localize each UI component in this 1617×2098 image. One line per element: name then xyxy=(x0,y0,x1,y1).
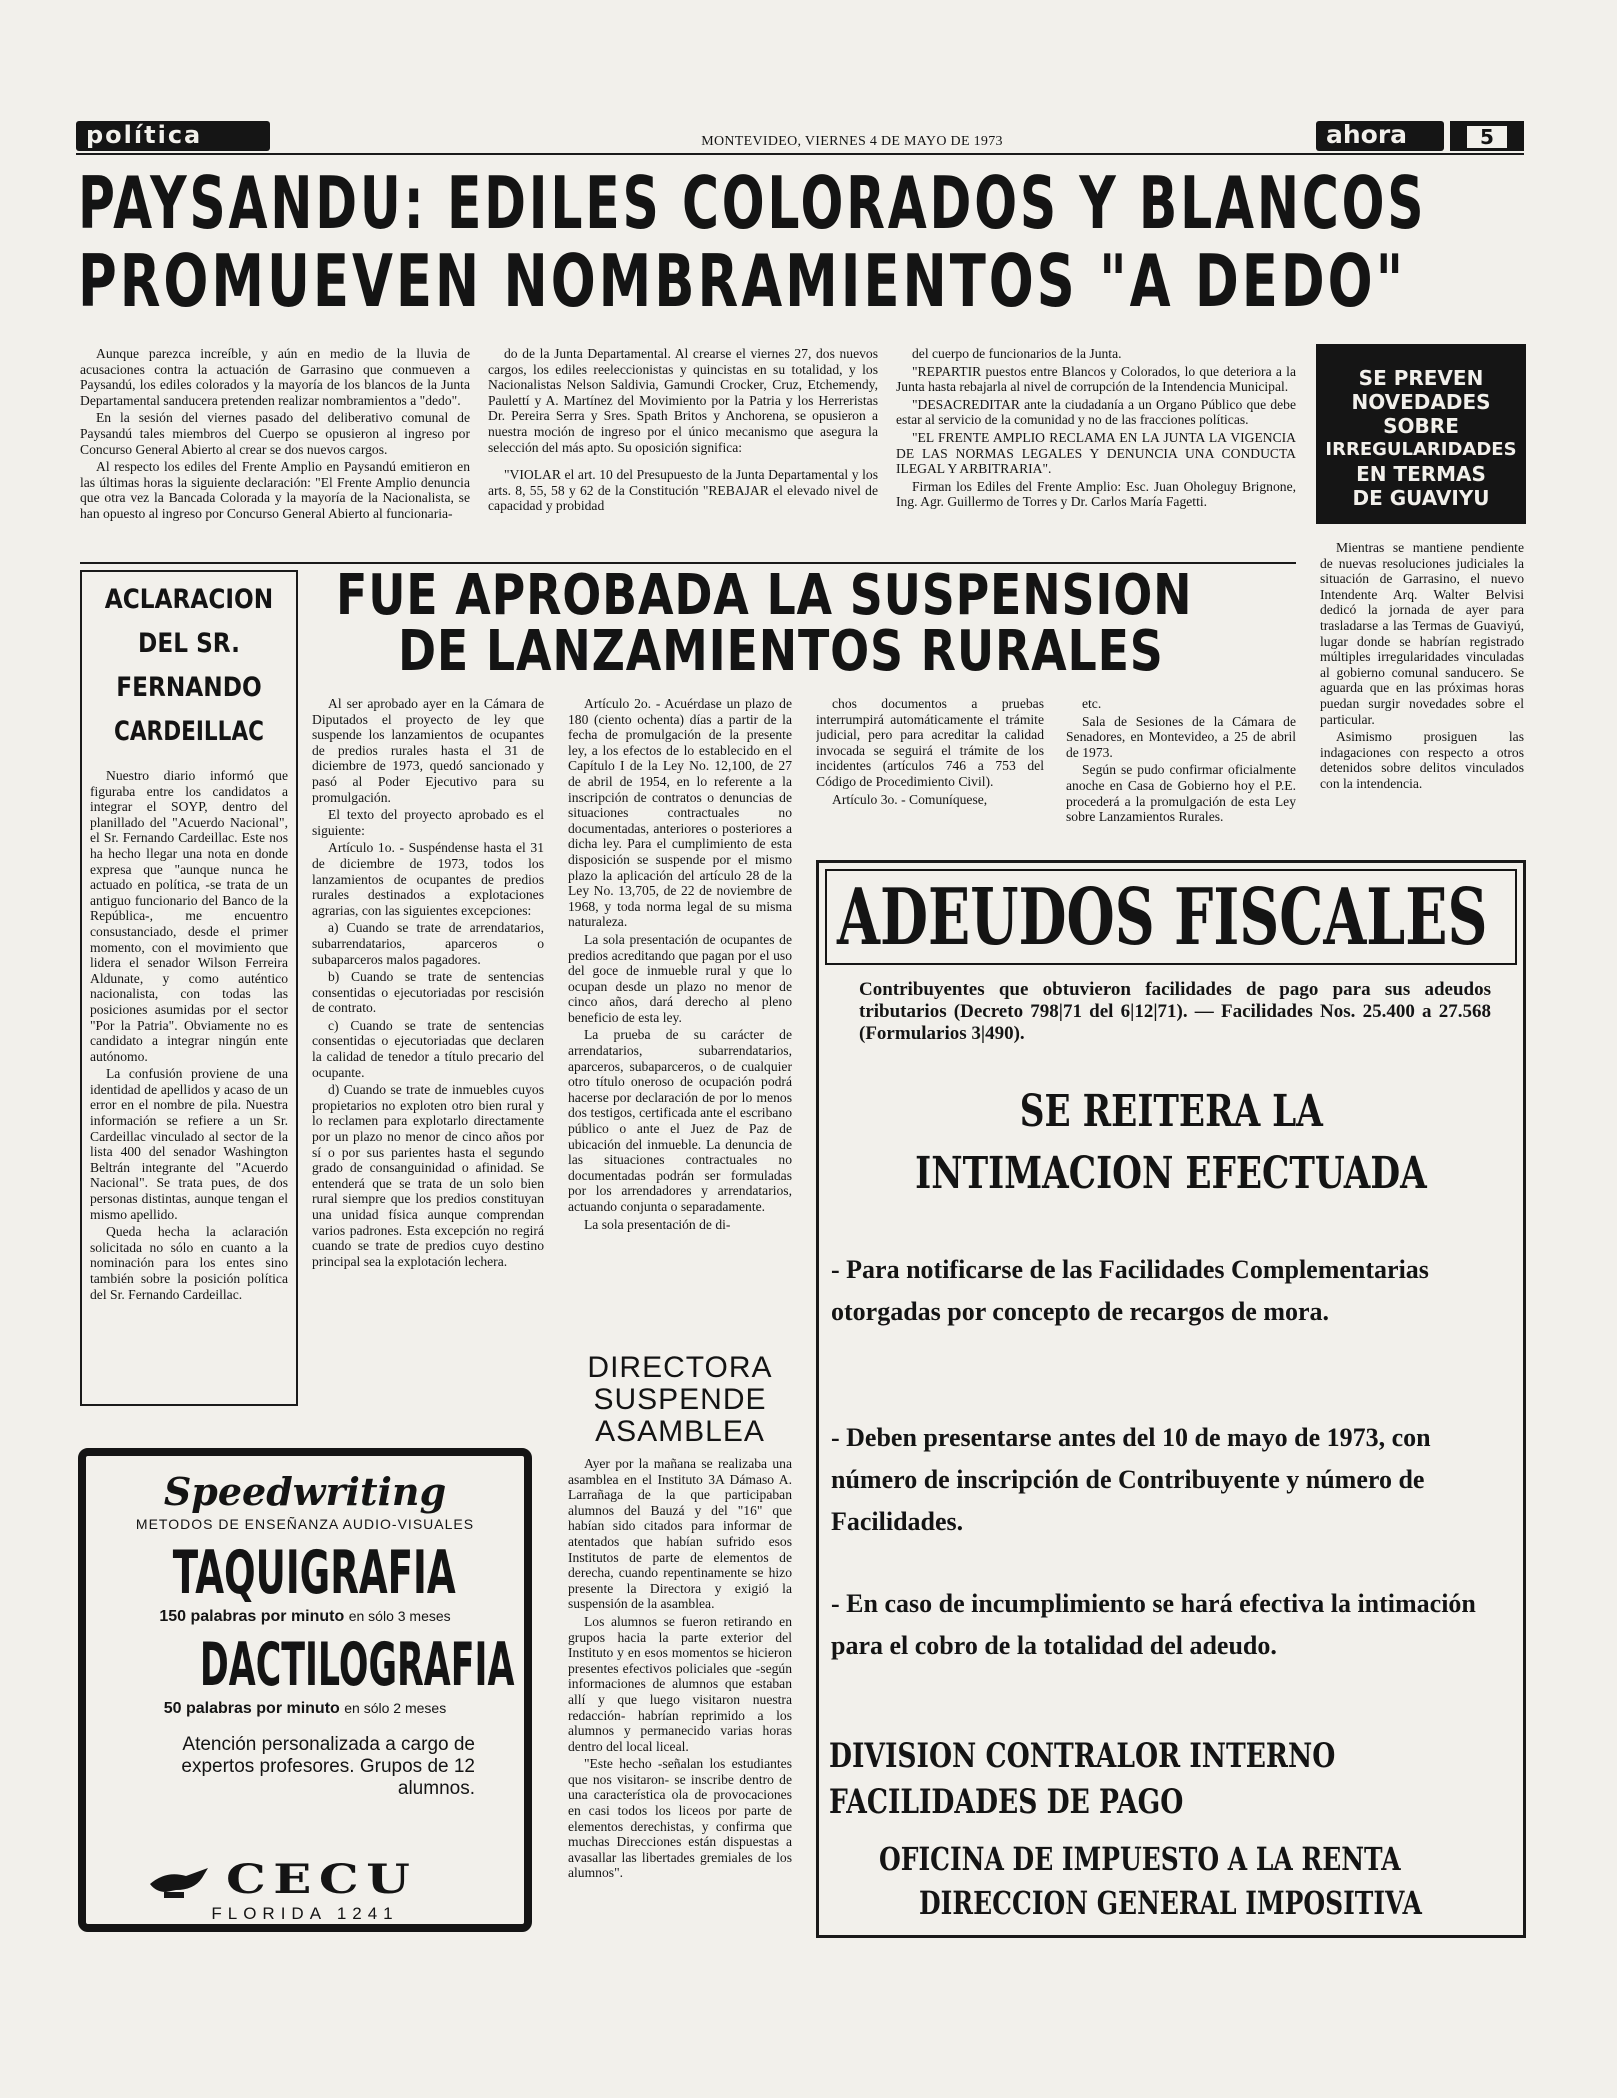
lamp-icon xyxy=(146,1862,216,1902)
course-2-time: en sólo 2 meses xyxy=(344,1700,447,1716)
date-line: MONTEVIDEO, VIERNES 4 DE MAYO DE 1973 xyxy=(701,134,1003,149)
adeudos-item-2: - Deben presentarse antes del 10 de mayo de 1973, con número de inscripción de Contribuyente y número de Facilidades. xyxy=(831,1423,1431,1536)
aclaracion-body: Nuestro diario informó que figuraba entre los candidatos a integrar el SOYP, dentro del planillado del "Acuerdo Nacional", el Sr. Fernando Cardeillac. Este nos ha hecho llegar una nota en donde expresa que "aunque nunca he actuado en política, -se trata de un antiguo funcionario del Banco de la República-, me encuentro consustanciado, desde el primer momento, con el movimiento que lidera el senador Wilson Ferreira Aldunate, y como auténtico nacionalista, con todas las posiciones asumidas por el sector "Por la Patria". Obviamente no es candidato a integrar ningún ente autónomo. La confusión proviene de una identidad de apellidos y acaso de un error en el nombre de pila. Nuestra información se refiere a un Sr. Cardeillac vinculado al sector de la lista 400 del senador Washington Beltrán integrante del "Acuerdo Nacional". Se trata pues, de dos personas distintas, aunque tengan el mismo apellido. Queda hecha la aclaración solicitada no sólo en cuanto a la nominación para los entes sino también sobre la posición política del Sr. Fernando Cardeillac. xyxy=(90,768,288,1302)
suspension-col-1: Al ser aprobado ayer en la Cámara de Diputados el proyecto de ley que suspende los lanzamientos de ocupantes de predios rurales hasta el 31 de diciembre de 1973, quedó sancionado y pasó al Poder Ejecutivo para su promulgación. El texto del proyecto aprobado es el siguiente: Artículo 1o. - Suspéndense hasta el 31 de diciembre de 1973, todos los lanzamientos de ocupantes de predios rurales destinados a explotaciones agrarias, con las siguientes excepciones: a) Cuando se trate de arrendatarios, subarrendatarios, aparceros o subaparceros malos pagadores. b) Cuando se trate de sentencias consentidas o ejecutoriadas por rescisión de contrato. c) Cuando se trate de sentencias consentidas o ejecutoriadas que declaren la calidad de tenedor a título precario del ocupante. d) Cuando se trate de inmuebles cuyos propietarios no exploten otro bien rural y lo reclamen para explotarlo directamente por un plazo no menor de cinco años por sí o por sus parientes hasta el segundo grado de consanguinidad o afinidad. Se entenderá que se trata de un solo bien rural siempre que los predios constituyan una unidad física aunque comprendan varios padrones. Esta excepción no regirá cuando se trate de predios cuyo destino principal sea la explotación lechera. xyxy=(312,696,544,1269)
division-line-2: FACILIDADES DE PAGO xyxy=(829,1782,1184,1822)
page-number-box xyxy=(1450,121,1524,151)
aclaracion-headline-4: CARDEILLAC xyxy=(113,716,265,747)
aclaracion-headline-1: ACLARACION xyxy=(104,584,274,615)
aclaracion-box xyxy=(80,570,298,1406)
guaviyu-headline-1: SE PREVEN xyxy=(1358,366,1484,390)
aclaracion-headline-3: FERNANDO xyxy=(116,672,262,703)
suspension-col-2: Artículo 2o. - Acuérdase un plazo de 180 (ciento ochenta) días a partir de la fecha de promulgación de la presente ley, a los efectos de lo establecido en el Capítulo I de la Ley No. 12,100, de 27 de abril de 1954, en lo referente a la inscripción de contratos o denuncias de situaciones contractuales no documentadas, anteriores o posteriores a dicha ley. Para el cumplimiento de esta disposición se suspende por el mismo plazo la aplicación del artículo 28 de la Ley No. 13,705, de 22 de noviembre de 1968, y toda norma legal de su misma naturaleza. La sola presentación de ocupantes de predios acreditando que pagan por el uso del goce de inmueble rural y que lo ocupan desde un plazo no menor de cinco años, dará derecho al pleno beneficio de esta ley. La prueba de su carácter de arrendatarios, subarrendatarios, aparceros, subaparceros, o de cualquier otro título oneroso de ocupación podrá hacerse por declaración de por lo menos dos testigos, certificada ante el escribano público o ante el Juez de Paz de ubicación del inmueble. La denuncia de las situaciones contractuales no documentadas podrán ser formuladas por los arrendadores y arrendatarios, actuando conjunta o separadamente. La sola presentación de di- xyxy=(568,696,792,1232)
course-taquigrafia: TAQUIGRAFIA xyxy=(172,1538,456,1608)
suspension-col-3: chos documentos a pruebas interrumpirá automáticamente el trámite judicial, pero para acreditar la calidad invocada se seguirá el trámite de los incidentes (artículos 746 a 753 del Código de Procedimiento Civil). Artículo 3o. - Comuníquese, xyxy=(816,696,1044,807)
reiteration-line-1: SE REITERA LA xyxy=(1019,1086,1323,1137)
page-number: 5 xyxy=(1480,125,1494,149)
section-label: política xyxy=(86,121,203,149)
adeudos-fiscales-ad xyxy=(816,860,1526,1938)
adeudos-intro: Contribuyentes que obtuvieron facilidades de pago para sus adeudos tributarios (Decreto 798|71 del 6|12|71). — Facilidades Nos. 25.400 a 27.568 (Formularios 3|490). xyxy=(859,979,1491,1044)
suspension-col-4: etc. Sala de Sesiones de la Cámara de Senadores, en Montevideo, a 25 de abril de 1973. Según se pudo confirmar oficialmente anoche en Casa de Gobierno hoy el P.E. procederá a la promulgación de esta Ley sobre Lanzamientos Rurales. xyxy=(1066,696,1296,825)
guaviyu-headline-box xyxy=(1316,344,1526,524)
directora-headline-1: DIRECTORA xyxy=(587,1351,773,1384)
speedwriting-brand: Speedwriting xyxy=(163,1469,447,1514)
aclaracion-headline-2: DEL SR. xyxy=(138,628,240,659)
directora-body: Ayer por la mañana se realizaba una asamblea en el Instituto 3A Dámaso A. Larrañaga de la que participaban alumnos del Bauzá y del "16" que habían sido citados para informar de atentados que habían sufrido esos Institutos de parte de elementos de derecha, cuando repentinamente se hizo presente la Directora y exigió la suspensión de la asamblea. Los alumnos se fueron retirando en grupos hacia la parte exterior del Instituto y en esos momentos se hicieron presentes efectivos policiales que -según informaciones de alumnos que estaban allí y que luego visitaron nuestra redacción- habrían reprimido a los alumnos y permanecido varias horas dentro del local liceal. "Este hecho -señalan los estudiantes que nos visitaron- se inscribe dentro de una característica ola de provocaciones en casi todos los liceos por parte de elementos derechistas, y confirma que muchas Direcciones están dispuestas a avasallar las libertades gremiales de los alumnos". xyxy=(568,1456,792,1881)
speedwriting-tagline: METODOS DE ENSEÑANZA AUDIO-VISUALES xyxy=(135,1516,475,1532)
main-headline-line-2: PROMUEVEN NOMBRAMIENTOS "A DEDO" xyxy=(78,239,1407,323)
guaviyu-headline-4: IRREGULARIDADES xyxy=(1325,439,1517,460)
division-line-1: DIVISION CONTRALOR INTERNO xyxy=(829,1736,1336,1776)
course-1-time: en sólo 3 meses xyxy=(348,1608,451,1624)
adeudos-item-1: - Para notificarse de las Facilidades Complementarias otorgadas por concepto de recargos de mora. xyxy=(831,1255,1429,1326)
guaviyu-headline-6: DE GUAVIYU xyxy=(1352,486,1490,510)
school-name: CECU xyxy=(226,1856,418,1903)
course-1-rate: 150 palabras por minuto xyxy=(159,1608,345,1625)
office-line-2: DIRECCION GENERAL IMPOSITIVA xyxy=(919,1884,1422,1922)
adeudos-item-3: - En caso de incumplimiento se hará efectiva la intimación para el cobro de la totalidad del adeudo. xyxy=(831,1589,1476,1660)
school-address: FLORIDA 1241 xyxy=(211,1904,399,1923)
suspension-headline-2: DE LANZAMIENTOS RURALES xyxy=(398,619,1164,684)
guaviyu-headline-3: SOBRE xyxy=(1383,414,1459,438)
section-tag xyxy=(76,121,270,151)
main-article-col-2: do de la Junta Departamental. Al crearse el viernes 27, dos nuevos cargos, los ediles reeleccionistas y quincistas en su totalidad, y los Nacionalistas Nelson Saldivia, Gamundi Crocker, Cruz, Etchemendy, Paulettí y A. Martínez del Movimiento por la Patria y los Herreristas Dr. Pereira Serra y Sres. Spath Britos y Anchorena, se opusieron a nuestra moción de ingreso por el único mecanismo que asegura la selección del más apto. Su oposición significa: "VIOLAR el art. 10 del Presupuesto de la Junta Departamental y los arts. 8, 55, 58 y 62 de la Constitución "REBAJAR el elevado nivel de capacidad y probidad xyxy=(488,346,878,514)
directora-headline xyxy=(568,1352,792,1448)
course-2-rate: 50 palabras por minuto xyxy=(163,1700,340,1717)
directora-headline-3: ASAMBLEA xyxy=(595,1415,765,1448)
speedwriting-note: Atención personalizada a cargo de expertos profesores. Grupos de 12 alumnos. xyxy=(181,1734,475,1799)
reiteration-line-2: INTIMACION EFECTUADA xyxy=(915,1148,1427,1199)
office-line-1: OFICINA DE IMPUESTO A LA RENTA xyxy=(879,1840,1401,1878)
guaviyu-headline-2: NOVEDADES xyxy=(1351,390,1491,414)
brand-label: ahora xyxy=(1326,120,1408,149)
brand-tag xyxy=(1316,121,1444,151)
suspension-headline-1: FUE APROBADA LA SUSPENSION xyxy=(336,563,1193,628)
main-headline-line-1: PAYSANDU: EDILES COLORADOS Y BLANCOS xyxy=(78,161,1427,245)
speedwriting-ad xyxy=(78,1448,532,1932)
main-article-col-3: del cuerpo de funcionarios de la Junta. "REPARTIR puestos entre Blancos y Colorados, lo que deteriora a la Junta hasta rebajarla al nivel de corrupción de la Intendencia Municipal. "DESACREDITAR ante la ciudadanía a un Organo Público que debe estar al servicio de la comunidad y no de las fracciones políticas. "EL FRENTE AMPLIO RECLAMA EN LA JUNTA LA VIGENCIA DE LAS NORMAS LEGALES Y DENUNCIA UNA CONDUCTA ILEGAL Y ARBITRARIA". Firman los Ediles del Frente Amplio: Esc. Juan Oholeguy Brignone, Ing. Agr. Guillermo de Torres y Dr. Carlos María Fagetti. xyxy=(896,346,1296,510)
guaviyu-headline-5: EN TERMAS xyxy=(1356,462,1486,486)
directora-headline-2: SUSPENDE xyxy=(593,1383,767,1416)
guaviyu-body: Mientras se mantiene pendiente de nuevas resoluciones judiciales la situación de Garrasino, el nuevo Intendente Arq. Walter Belvisi dedicó la jornada de ayer para trasladarse a las Termas de Guaviyú, lugar donde se habrían registrado múltiples irregularidades vinculadas al gobierno comunal sanducero. Se aguarda que en las próximas horas puedan surgir novedades sobre el particular. Asimismo prosiguen las indagaciones con respecto a otros detenidos sobre delitos vinculados con la intendencia. xyxy=(1320,540,1524,791)
course-dactilografia: DACTILOGRAFIA xyxy=(199,1630,515,1700)
main-article-col-1: Aunque parezca increíble, y aún en medio de la lluvia de acusaciones contra la actuación de Garrasino que conmueven a Paysandú, los ediles colorados y la mayoría de los blancos de la Junta Departamental sanducera pretenden realizar nombramientos a "dedo". En la sesión del viernes pasado del deliberativo comunal de Paysandú tales miembros del Cuerpo se opusieron al ingreso por Concurso General Abierto al crear se dos nuevos cargos. Al respecto los ediles del Frente Amplio en Paysandú emitieron en las últimas horas la siguiente declaración: "El Frente Amplio denuncia que otra vez la Bancada Colorada y la mayoría de la Nacionalista, se han opuesto al ingreso por Concurso General Abierto al funcionaria- xyxy=(80,346,470,521)
adeudos-title: ADEUDOS FISCALES xyxy=(837,872,1488,963)
